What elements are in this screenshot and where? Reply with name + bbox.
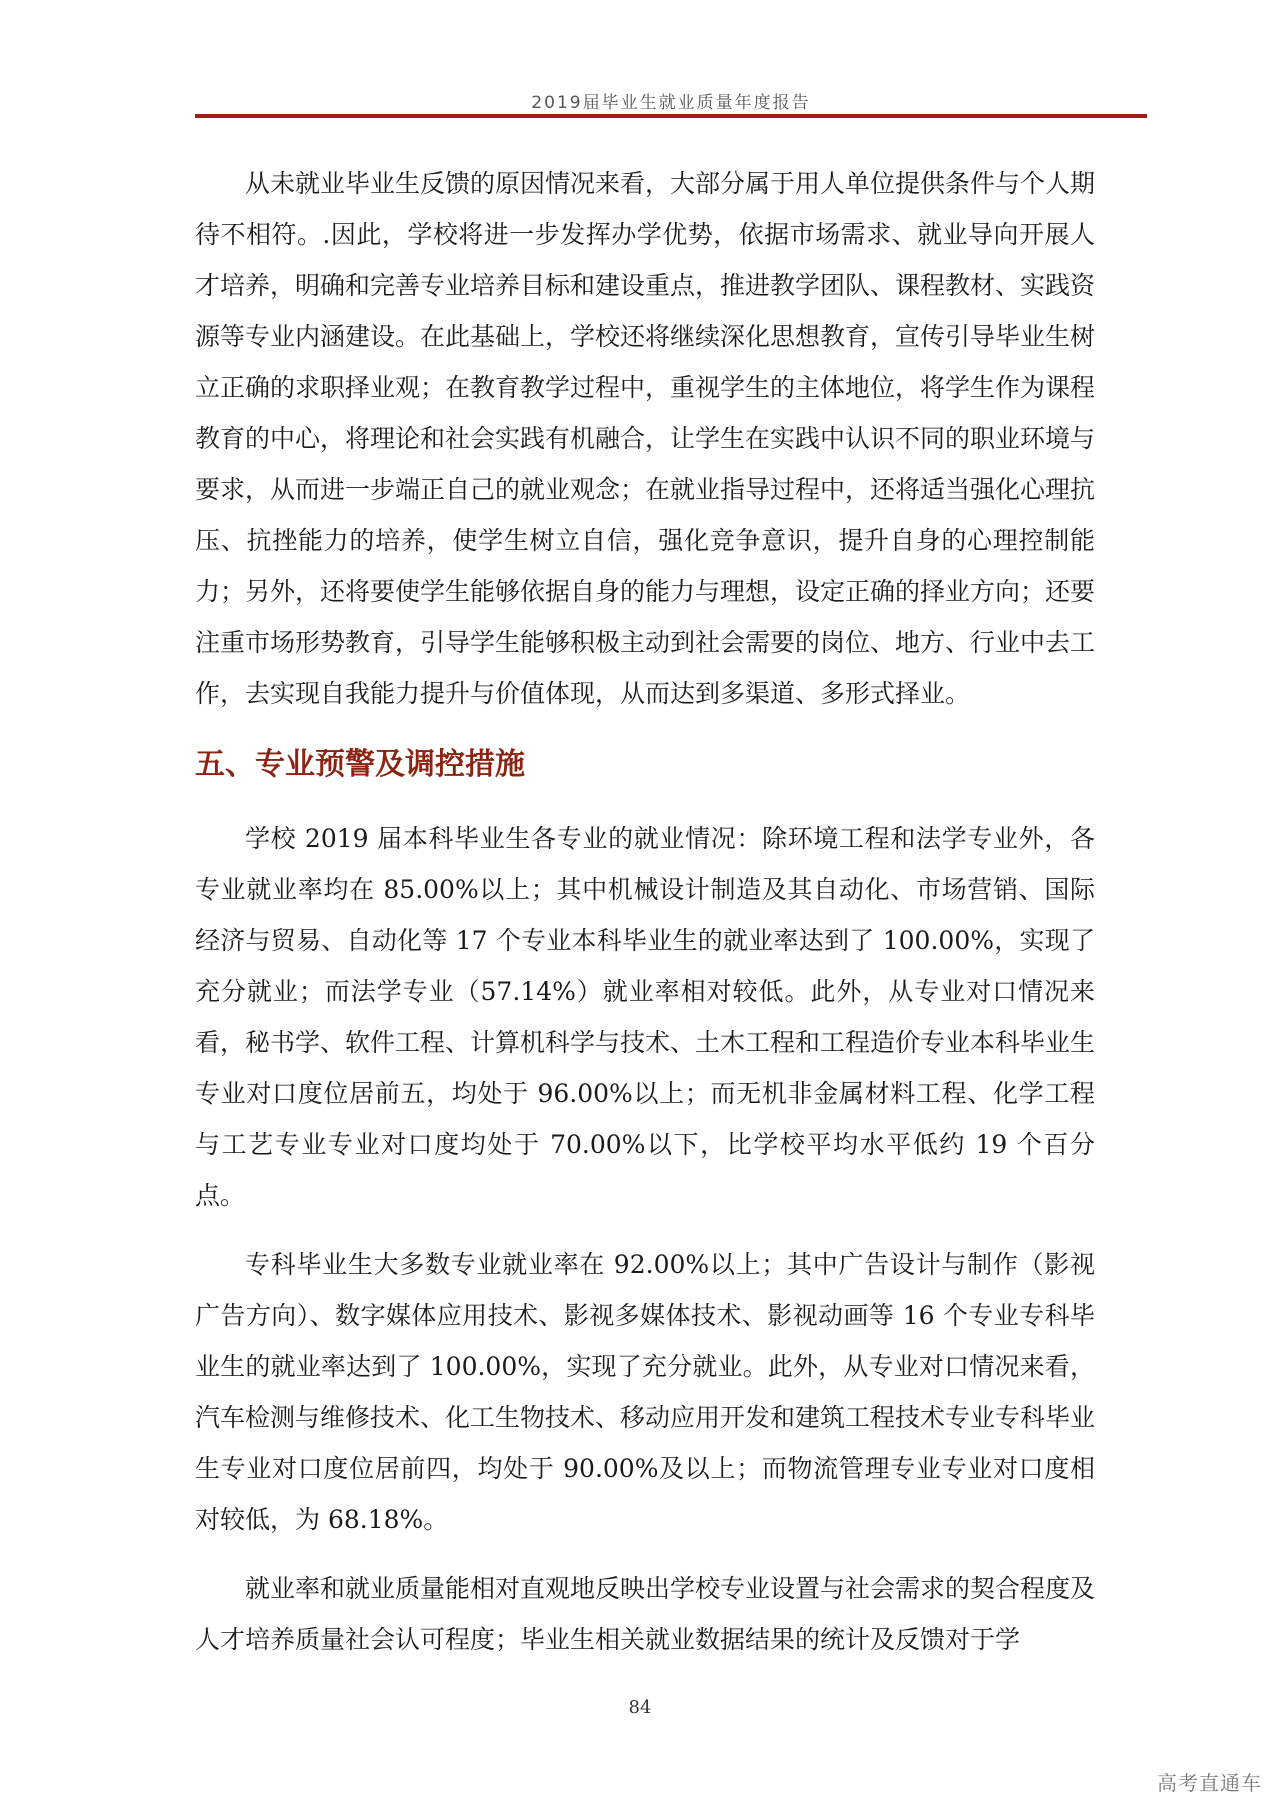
paragraph-unemployed-feedback: 从未就业毕业生反馈的原因情况来看，大部分属于用人单位提供条件与个人期待不相符。.因此，学校将进一步发挥办学优势，依据市场需求、就业导向开展人才培养，明确和完善专业培养目标和建设重点，推进教学团队、课程教材、实践资源等专业内涵建设。在此基础上，学校还将继续深化思想教育，宣传引导毕业生树立正确的求职择业观；在教育教学过程中，重视学生的主体地位，将学生作为课程教育的中心，将理论和社会实践有机融合，让学生在实践中认识不同的职业环境与要求，从而进一步端正自己的就业观念；在就业指导过程中，还将适当强化心理抗压、抗挫能力的培养，使学生树立自信，强化竞争意识，提升自身的心理控制能力；另外，还将要使学生能够依据自身的能力与理想，设定正确的择业方向；还要注重市场形势教育，引导学生能够积极主动到社会需要的岗位、地方、行业中去工作，去实现自我能力提升与价值体现，从而达到多渠道、多形式择业。	[195, 169, 1096, 708]
page-content	[195, 158, 1095, 1665]
report-header-title: 2019届毕业生就业质量年度报告	[531, 93, 811, 113]
page-number: 84	[628, 1697, 652, 1718]
header-divider	[195, 114, 1147, 118]
paragraph-undergraduate-employment: 学校 2019 届本科毕业生各专业的就业情况：除环境工程和法学专业外，各专业就业率均在 85.00%以上；其中机械设计制造及其自动化、市场营销、国际经济与贸易、自动化等 17 个专业本科毕业生的就业率达到了 100.00%，实现了充分就业；而法学专业（57.14%）就业率相对较低。此外，从专业对口情况来看，秘书学、软件工程、计算机科学与技术、土木工程和工程造价专业本科毕业生专业对口度位居前五，均处于 96.00%以上；而无机非金属材料工程、化学工程与工艺专业专业对口度均处于 70.00%以下，比学校平均水平低约 19 个百分点。	[195, 824, 1096, 1210]
section-title: 五、专业预警及调控措施	[195, 747, 525, 782]
paragraph-employment-quality: 就业率和就业质量能相对直观地反映出学校专业设置与社会需求的契合程度及人才培养质量社会认可程度；毕业生相关就业数据结果的统计及反馈对于学	[195, 1574, 1096, 1654]
watermark: 高考直通车	[1157, 1771, 1262, 1795]
paragraph-junior-college-employment: 专科毕业生大多数专业就业率在 92.00%以上；其中广告设计与制作（影视广告方向）、数字媒体应用技术、影视多媒体技术、影视动画等 16 个专业专科毕业生的就业率达到了 100.00%，实现了充分就业。此外，从专业对口情况来看，汽车检测与维修技术、化工生物技术、移动应用开发和建筑工程技术专业专科毕业生专业对口度位居前四，均处于 90.00%及以上；而物流管理专业专业对口度相对较低，为 68.18%。	[195, 1250, 1096, 1534]
